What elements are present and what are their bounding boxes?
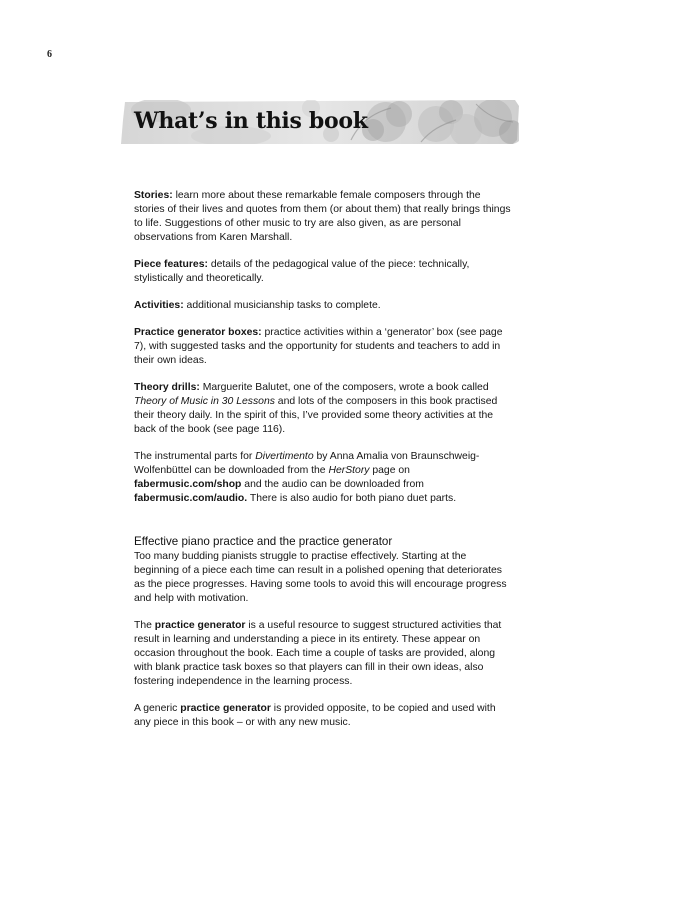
piece-features-label: Piece features: [134, 259, 208, 270]
section-banner [121, 100, 519, 144]
practice-p3-text-b: is provided opposite, to be copied and used with any piece in this book – or with any new music. [134, 703, 496, 728]
practice-generator-boxes-paragraph [134, 326, 514, 368]
practice-generator-boxes-label: Practice generator boxes: [134, 327, 262, 338]
theory-drills-text-b: and lots of the composers in this book practised their theory daily. In the spirit of this, I’ve provided some theory activities at the back of the book (see page 116). [134, 396, 498, 435]
instrumental-parts-paragraph [134, 450, 514, 506]
practice-p3-text-a: A generic [134, 703, 181, 714]
practice-section-heading: Effective piano practice and the practice generator [134, 535, 393, 548]
theory-drills-paragraph [134, 381, 514, 437]
theory-drills-label: Theory drills: [134, 382, 200, 393]
practice-paragraph-1: Too many budding pianists struggle to practise effectively. Starting at the beginning of a piece each time can result in a polished opening that deteriorates as the piece progresses. Having some tools to avoid this will encourage progress and help with motivation. [134, 551, 507, 604]
theory-drills-text-a: Marguerite Balutet, one of the composers, wrote a book called [199, 382, 489, 393]
faber-shop-link: fabermusic.com/shop [134, 479, 242, 490]
stories-label: Stories: [134, 190, 173, 201]
page-number: 6 [47, 49, 52, 60]
activities-text: additional musicianship tasks to complete. [183, 300, 381, 311]
piece-features-text: details of the pedagogical value of the piece: technically, stylistically and theoretically. [134, 259, 470, 284]
activities-paragraph [134, 299, 514, 313]
practice-generator-term-2: practice generator [180, 703, 271, 714]
practice-p2-text-b: is a useful resource to suggest structured activities that result in learning and understanding a piece in its entirety. These appear on occasion throughout the book. Each time a couple of tasks are provided, along with blank practice task boxes so that players can fill in their own ideas, also fostering independence in the learning process. [134, 620, 502, 687]
instrumental-text-e: There is also audio for both piano duet parts. [247, 493, 457, 504]
activities-label: Activities: [134, 300, 184, 311]
practice-generator-term: practice generator [154, 620, 246, 631]
practice-paragraph-2 [134, 619, 514, 689]
piece-features-paragraph [134, 258, 514, 286]
instrumental-text-d: and the audio can be downloaded from [241, 479, 424, 490]
instrumental-text-a: The instrumental parts for [134, 451, 256, 462]
divertimento-title: Divertimento [255, 451, 314, 462]
herstory-title: HerStory [328, 465, 370, 476]
practice-paragraph-3 [134, 702, 514, 730]
main-content [134, 189, 514, 743]
instrumental-text-b: by Anna Amalia von Braunschweig-Wolfenbüttel can be downloaded from the [134, 451, 480, 476]
stories-text: learn more about these remarkable female composers through the stories of their lives and quotes from them (or about them) that really brings things to life. Suggestions of other music to try are also given, as are personal observations from Karen Marshall. [134, 190, 511, 243]
page-title: What’s in this book [134, 108, 368, 134]
practice-p2-text-a: The [134, 620, 155, 631]
instrumental-text-c: page on [369, 465, 410, 476]
stories-paragraph [134, 189, 514, 245]
theory-book-title: Theory of Music in 30 Lessons [134, 396, 275, 407]
practice-generator-boxes-text: practice activities within a ‘generator’ box (see page 7), with suggested tasks and the opportunity for students and teachers to add in their own ideas. [134, 327, 503, 366]
faber-audio-link: fabermusic.com/audio. [134, 493, 248, 504]
